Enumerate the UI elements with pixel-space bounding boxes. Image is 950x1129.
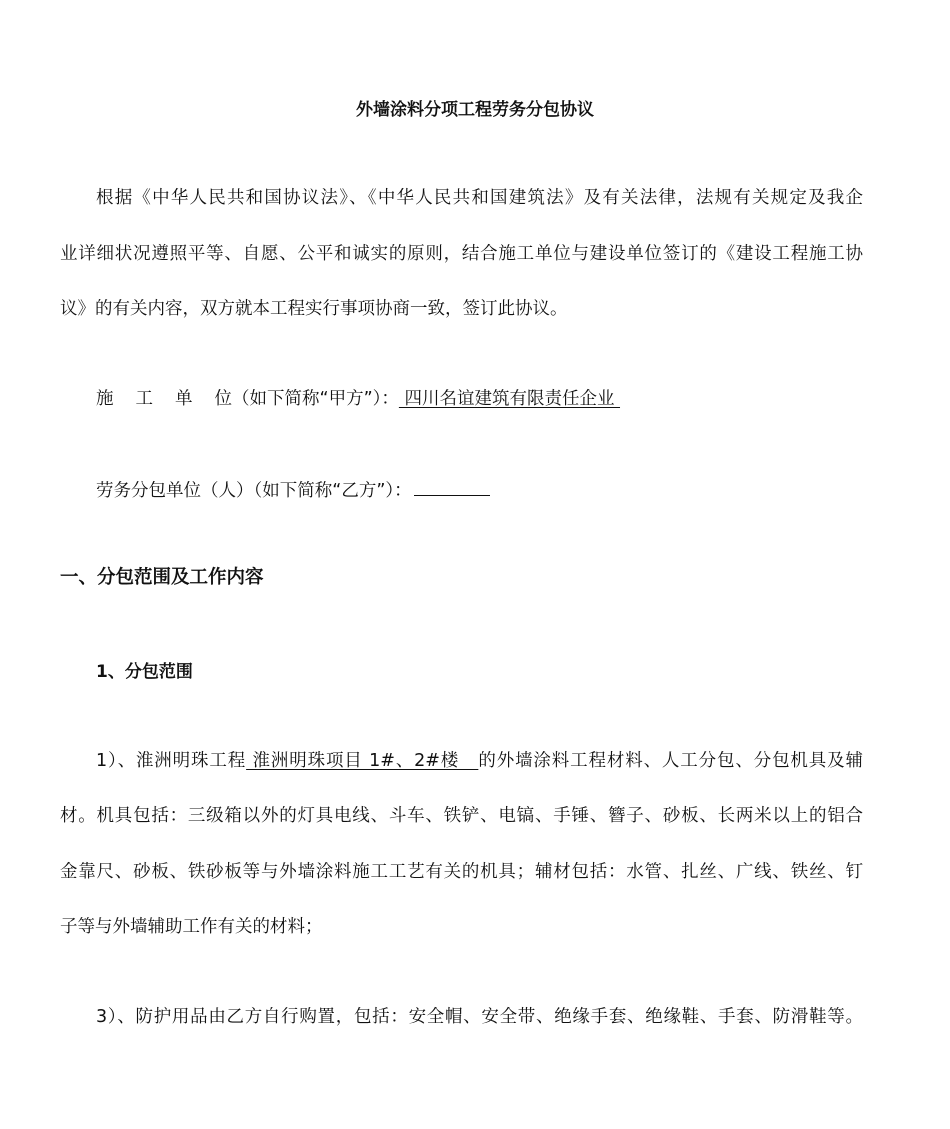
item-1-line-1	[96, 749, 863, 773]
party-a-line	[96, 387, 620, 411]
party-a-label-char: 单	[175, 389, 193, 409]
item-1-line-2: 材。机具包括：三级箱以外的灯具电线、斗车、铁铲、电镐、手锤、簪子、砂板、长两米以上的铝合	[60, 806, 863, 826]
preamble-line-1: 根据《中华人民共和国协议法》、《中华人民共和国建筑法》及有关法律，法规有关规定及我企	[96, 188, 863, 208]
item-1-line-4: 子等与外墙辅助工作有关的材料；	[60, 917, 323, 937]
document-title: 外墙涂料分项工程劳务分包协议	[356, 100, 594, 120]
preamble-line-3: 议》的有关内容，双方就本工程实行事项协商一致，签订此协议。	[60, 299, 568, 319]
section-1-1-heading: 1、分包范围	[96, 662, 193, 682]
party-a-label: 位（如下简称“甲方”）：	[214, 389, 399, 409]
preamble-line-2: 业详细状况遵照平等、自愿、公平和诚实的原则，结合施工单位与建设单位签订的《建设工程施工协	[60, 244, 863, 264]
item-1-suffix: 的外墙涂料工程材料、人工分包、分包机具及辅	[478, 751, 863, 771]
party-a-label-char: 施	[96, 389, 114, 409]
section-1-heading: 一、分包范围及工作内容	[60, 567, 264, 588]
party-a-label-char: 工	[135, 389, 153, 409]
item-1-project-name: 淮洲明珠项目 1#、2#楼	[246, 751, 479, 771]
item-1-line-3: 金靠尺、砂板、铁砂板等与外墙涂料施工工艺有关的机具；辅材包括：水管、扎丝、广线、铁丝、钉	[60, 862, 863, 882]
party-a-name: 四川名谊建筑有限责任企业	[398, 389, 621, 409]
party-b-blank	[414, 477, 490, 496]
item-3-line: 3）、防护用品由乙方自行购置，包括：安全帽、安全带、绝缘手套、绝缘鞋、手套、防滑鞋等。	[96, 1007, 863, 1027]
party-b-line	[96, 477, 490, 503]
item-1-prefix: 1）、淮洲明珠工程	[96, 751, 247, 771]
party-b-label: 劳务分包单位（人）（如下简称“乙方”）：	[96, 481, 412, 501]
